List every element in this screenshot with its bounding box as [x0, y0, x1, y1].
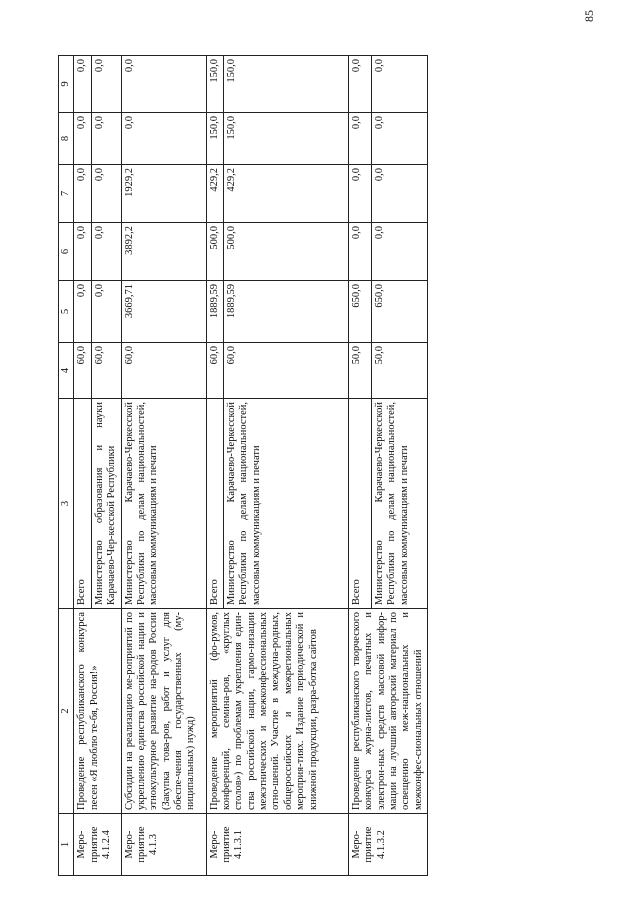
value-cell: 60,0: [223, 343, 348, 399]
activity-name: Субсидии на реализацию ме-роприятий по укреплению единства российской нации и этнокультурное развитие на-родов России (Закупка това-ров, работ и услуг для обеспе-чения государственных (му-ниципальных) нужд): [121, 609, 206, 814]
header-cell-7: 7: [59, 165, 74, 223]
value-cell: 0,0: [91, 223, 121, 281]
value-cell: 3669,71: [121, 281, 206, 343]
activity-id: Меро-приятие 4.1.3: [121, 814, 206, 876]
header-cell-2: 2: [59, 609, 74, 814]
value-cell: 0,0: [74, 113, 91, 165]
header-cell-4: 4: [59, 343, 74, 399]
table-row: [121, 56, 206, 876]
executor: Всего: [348, 399, 371, 609]
value-cell: 3892,2: [121, 223, 206, 281]
value-cell: 0,0: [348, 113, 371, 165]
value-cell: 500,0: [206, 223, 223, 281]
value-cell: 0,0: [91, 113, 121, 165]
value-cell: 60,0: [91, 343, 121, 399]
value-cell: 0,0: [121, 113, 206, 165]
table-row: [348, 56, 371, 876]
value-cell: 0,0: [348, 223, 371, 281]
executor: Министерство Карачаево-Черкесской Республики по делам национальностей, массовым коммуникациям и печати: [223, 399, 348, 609]
value-cell: 429,2: [206, 165, 223, 223]
activity-id: Меро-приятие 4.1.2.4: [74, 814, 121, 876]
table-row: [74, 56, 91, 876]
value-cell: 150,0: [206, 56, 223, 113]
value-cell: 0,0: [74, 223, 91, 281]
header-cell-3: 3: [59, 399, 74, 609]
activity-name: Проведение мероприятий (фо-румов, конференций, семина-ров, «круглых столов») по проблемам укрепления един-ства российской нации, гармо-низации межэтнических и межконфессиональных отно-шений. Участие в междуна-родных, общероссийских и межрегиональных мероприя-тиях. Издание периодической и книжной продукции, разра-ботка сайтов: [206, 609, 348, 814]
value-cell: 500,0: [223, 223, 348, 281]
value-cell: 1889,59: [206, 281, 223, 343]
header-cell-6: 6: [59, 223, 74, 281]
value-cell: 650,0: [348, 281, 371, 343]
value-cell: 150,0: [223, 56, 348, 113]
value-cell: 0,0: [348, 56, 371, 113]
header-cell-9: 9: [59, 56, 74, 113]
value-cell: 0,0: [372, 165, 428, 223]
value-cell: 150,0: [206, 113, 223, 165]
rotated-table-container: [58, 56, 428, 876]
executor: Всего: [206, 399, 223, 609]
value-cell: 0,0: [91, 56, 121, 113]
program-table: [58, 55, 428, 876]
executor: Министерство Карачаево-Черкесской Республики по делам национальностей, массовым коммуникациям и печати: [372, 399, 428, 609]
value-cell: 60,0: [74, 343, 91, 399]
value-cell: 0,0: [74, 165, 91, 223]
value-cell: 60,0: [121, 343, 206, 399]
value-cell: 0,0: [348, 165, 371, 223]
value-cell: 0,0: [372, 56, 428, 113]
page-number: 85: [582, 10, 596, 22]
activity-id: Меро-приятие 4.1.3.1: [206, 814, 348, 876]
value-cell: 0,0: [91, 165, 121, 223]
value-cell: 150,0: [223, 113, 348, 165]
executor: Всего: [74, 399, 91, 609]
activity-name: Проведение республиканского конкурса песен «Я люблю те-бя, Россия!»: [74, 609, 121, 814]
value-cell: 0,0: [121, 56, 206, 113]
value-cell: 60,0: [206, 343, 223, 399]
value-cell: 1929,2: [121, 165, 206, 223]
activity-name: Проведение республиканского творческого конкурса журна-листов, печатных и электрон-ных средств массовой инфор-мации на лучший авторский материал по освещению меж-национальных и межконфес-сиональных отношений: [348, 609, 427, 814]
header-row: [59, 56, 74, 876]
activity-id: Меро-приятие 4.1.3.2: [348, 814, 427, 876]
executor: Министерство Карачаево-Черкесской Республики по делам национальностей, массовым коммуникациям и печати: [121, 399, 206, 609]
table-row: [206, 56, 223, 876]
header-cell-1: 1: [59, 814, 74, 876]
header-cell-8: 8: [59, 113, 74, 165]
value-cell: 650,0: [372, 281, 428, 343]
header-cell-5: 5: [59, 281, 74, 343]
value-cell: 50,0: [372, 343, 428, 399]
executor: Министерство образования и науки Карачаево-Чер-кесской Республики: [91, 399, 121, 609]
value-cell: 0,0: [372, 223, 428, 281]
value-cell: 0,0: [372, 113, 428, 165]
value-cell: 0,0: [74, 56, 91, 113]
value-cell: 429,2: [223, 165, 348, 223]
value-cell: 1889,59: [223, 281, 348, 343]
value-cell: 50,0: [348, 343, 371, 399]
value-cell: 0,0: [74, 281, 91, 343]
value-cell: 0,0: [91, 281, 121, 343]
